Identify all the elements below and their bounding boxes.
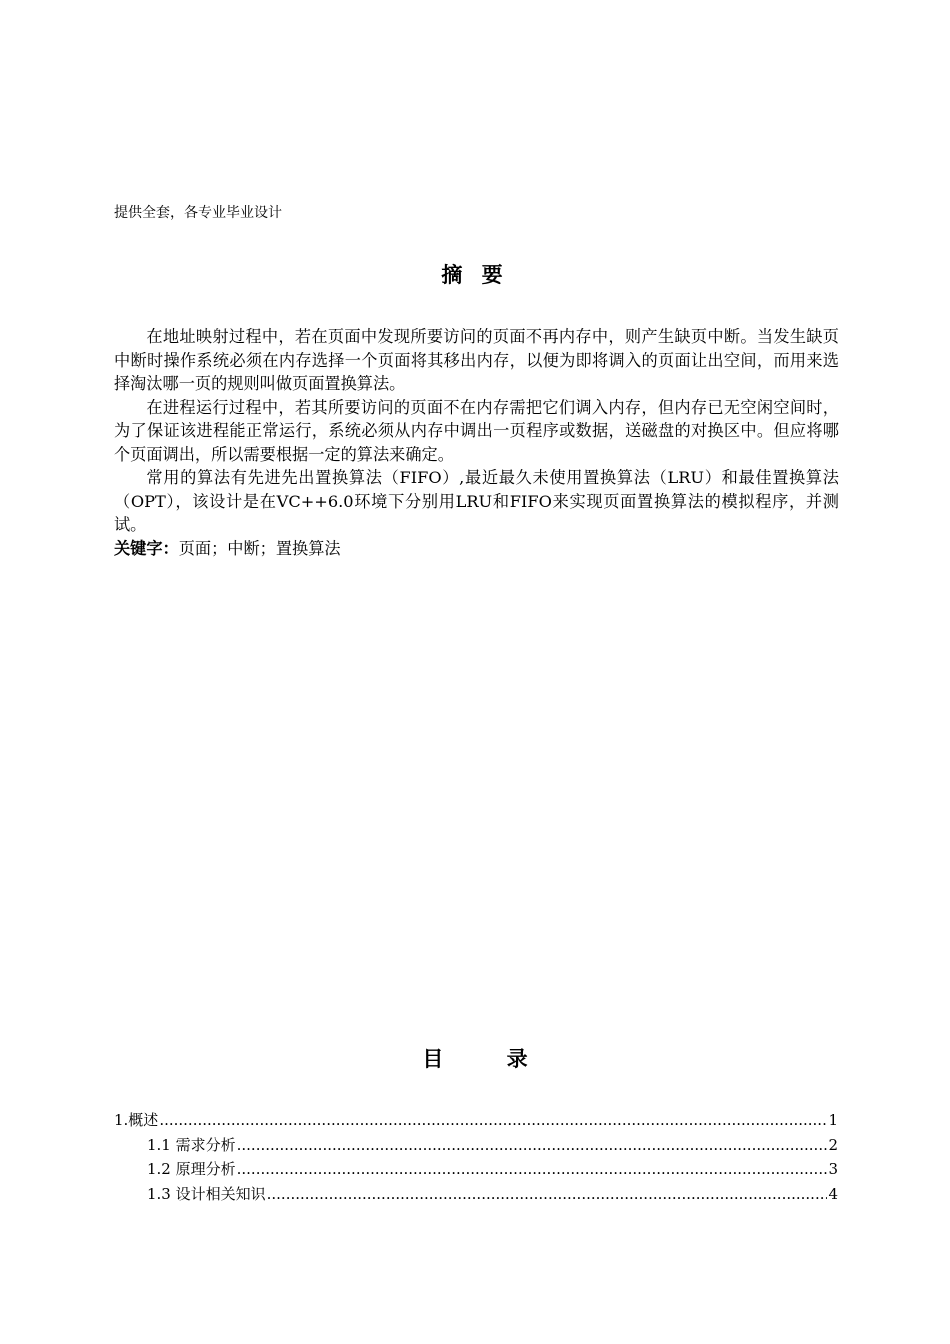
toc-title: 目 录 bbox=[422, 1046, 556, 1071]
toc-page-number: 1 bbox=[828, 1111, 838, 1129]
toc-page-number: 3 bbox=[828, 1160, 838, 1179]
abstract-title: 摘 要 bbox=[441, 262, 509, 287]
toc-entry-label: 1.3 设计相关知识 bbox=[147, 1185, 266, 1204]
toc-leader-dots bbox=[237, 1133, 828, 1158]
toc-entry[interactable] bbox=[114, 1182, 838, 1207]
toc-leader-dots bbox=[159, 1108, 827, 1133]
toc-page-number: 2 bbox=[828, 1135, 838, 1154]
abstract-paragraph: 在地址映射过程中，若在页面中发现所要访问的页面不再内存中，则产生缺页中断。当发生缺页中断时操作系统必须在内存选择一个页面将其移出内存，以便为即将调入的页面让出空间，而用来选择淘汰哪一页的规则叫做页面置换算法。 bbox=[114, 327, 839, 393]
toc-entry[interactable] bbox=[114, 1157, 838, 1182]
toc-entry-label: 1.2 原理分析 bbox=[147, 1160, 236, 1179]
table-of-contents bbox=[114, 1108, 838, 1207]
toc-entry[interactable] bbox=[114, 1133, 838, 1158]
toc-leader-dots bbox=[267, 1182, 828, 1207]
abstract-paragraph: 常用的算法有先进先出置换算法（FIFO）,最近最久未使用置换算法（LRU）和最佳置换算法（OPT），该设计是在VC++6.0环境下分别用LRU和FIFO来实现页面置换算法的模拟程序，并测试。 bbox=[114, 468, 839, 534]
keywords-value: 页面；中断；置换算法 bbox=[178, 538, 341, 558]
keywords-line bbox=[114, 537, 839, 561]
toc-entry-label: 1.1 需求分析 bbox=[147, 1135, 236, 1154]
toc-entry[interactable] bbox=[114, 1108, 838, 1133]
abstract-paragraph: 在进程运行过程中，若其所要访问的页面不在内存需把它们调入内存，但内存已无空闲空间时，为了保证该进程能正常运行，系统必须从内存中调出一页程序或数据，送磁盘的对换区中。但应将哪个页面调出，所以需要根据一定的算法来确定。 bbox=[114, 397, 839, 464]
toc-page-number: 4 bbox=[828, 1185, 838, 1204]
header-note: 提供全套，各专业毕业设计 bbox=[114, 205, 282, 221]
keywords-label: 关键字： bbox=[114, 538, 179, 558]
toc-entry-label: 1.概述 bbox=[114, 1111, 159, 1129]
toc-leader-dots bbox=[237, 1157, 828, 1182]
abstract-body bbox=[114, 325, 839, 560]
